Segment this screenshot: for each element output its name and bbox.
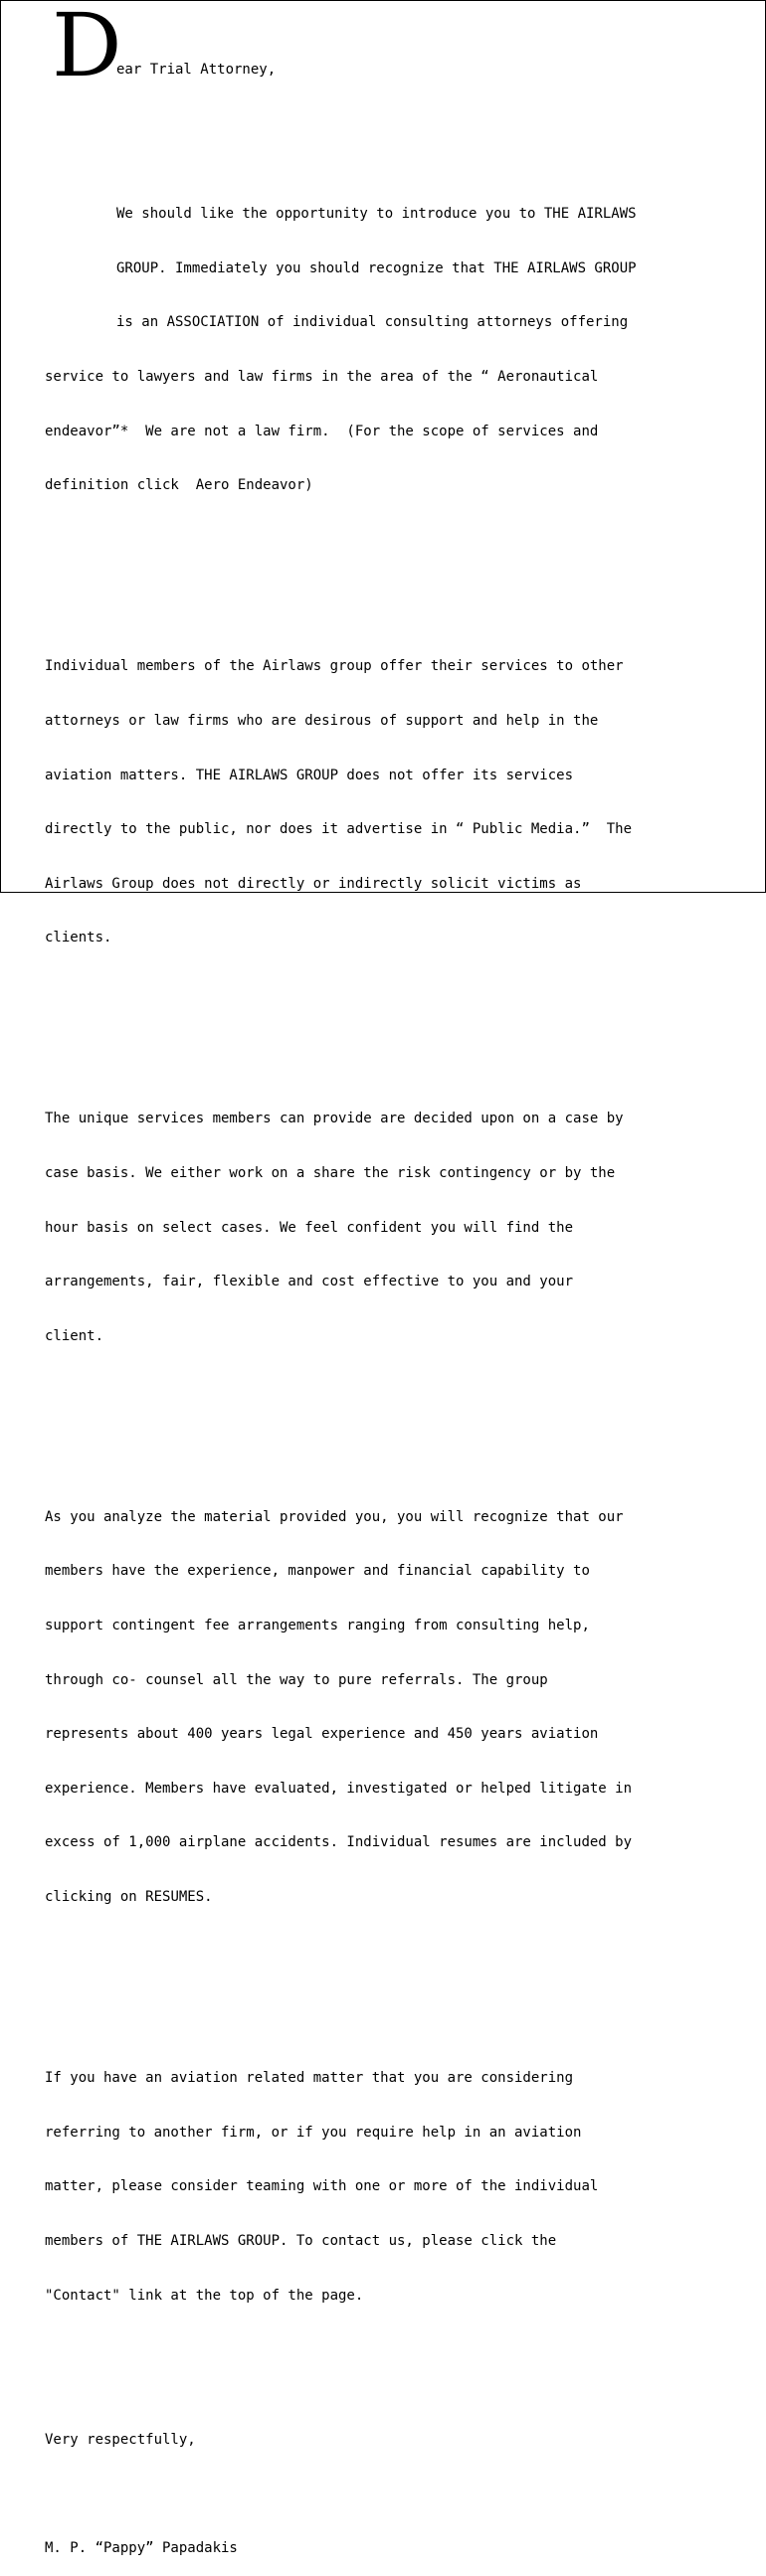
intro-line-4: service to lawyers and law firms in the area of the “ Aeronautical [45, 369, 599, 386]
intro-line-3: is an ASSOCIATION of individual consulting attorneys offering [116, 314, 629, 331]
paragraph-members [45, 621, 731, 983]
contact-line: If you have an aviation related matter that you are considering [45, 2070, 574, 2087]
letter-body [45, 0, 731, 2576]
members-line: clients. [45, 930, 112, 946]
experience-line: excess of 1,000 airplane accidents. Individual resumes are included by [45, 1834, 633, 1851]
services-line: hour basis on select cases. We feel confident you will find the [45, 1219, 574, 1236]
members-line: directly to the public, nor does it advertise in “ Public Media.” The [45, 821, 633, 838]
members-line: aviation matters. THE AIRLAWS GROUP does not offer its services [45, 767, 574, 783]
experience-line: support contingent fee arrangements ranging from consulting help, [45, 1618, 590, 1634]
experience-line: members have the experience, manpower and financial capability to [45, 1563, 590, 1580]
intro-line-6-prefix: definition click [45, 477, 196, 494]
aero-endeavor-link[interactable]: Aero Endeavor [195, 477, 305, 494]
contact-line: matter, please consider teaming with one or more of the individual [45, 2178, 599, 2195]
intro-line-6 [45, 476, 731, 494]
intro-line-1: We should like the opportunity to introduce you to THE AIRLAWS [116, 206, 637, 223]
experience-last-prefix: clicking on [45, 1889, 146, 1906]
experience-last-suffix: . [204, 1889, 213, 1906]
paragraph-services [45, 1074, 731, 1381]
paragraph-contact [45, 2033, 731, 2340]
contact-line: members of THE AIRLAWS GROUP. To contact us, please click the [45, 2232, 557, 2249]
paragraph-intro [45, 169, 731, 531]
intro-line-6-suffix: ) [304, 477, 313, 494]
members-line: attorneys or law firms who are desirous of support and help in the [45, 712, 599, 729]
greeting [45, 61, 731, 79]
members-line: Airlaws Group does not directly or indirectly solicit victims as [45, 875, 582, 892]
closing: Very respectfully, [45, 2432, 196, 2449]
resumes-link[interactable]: RESUMES [145, 1889, 205, 1906]
intro-line-5: endeavor”* We are not a law firm. (For the scope of services and [45, 423, 599, 439]
services-line: The unique services members can provide are decided upon on a case by [45, 1111, 624, 1127]
dropcap-letter: D [52, 0, 122, 96]
paragraph-experience [45, 1471, 731, 1942]
experience-line: represents about 400 years legal experience and 450 years aviation [45, 1726, 599, 1743]
services-line: client. [45, 1327, 104, 1344]
greeting-text: ear Trial Attorney, [116, 61, 277, 78]
services-line: case basis. We either work on a share the risk contingency or by the [45, 1164, 616, 1181]
experience-line: through co- counsel all the way to pure referrals. The group [45, 1671, 548, 1688]
services-line: arrangements, fair, flexible and cost effective to you and your [45, 1274, 574, 1290]
members-line: Individual members of the Airlaws group offer their services to other [45, 658, 624, 675]
experience-line-last [45, 1888, 731, 1906]
signature: M. P. “Pappy” Papadakis [45, 2540, 238, 2557]
experience-line: As you analyze the material provided you, you will recognize that our [45, 1508, 624, 1525]
contact-line: "Contact" link at the top of the page. [45, 2287, 364, 2304]
intro-line-2: GROUP. Immediately you should recognize that THE AIRLAWS GROUP [116, 259, 637, 276]
contact-line: referring to another firm, or if you require help in an aviation [45, 2124, 582, 2141]
experience-line: experience. Members have evaluated, investigated or helped litigate in [45, 1780, 633, 1797]
